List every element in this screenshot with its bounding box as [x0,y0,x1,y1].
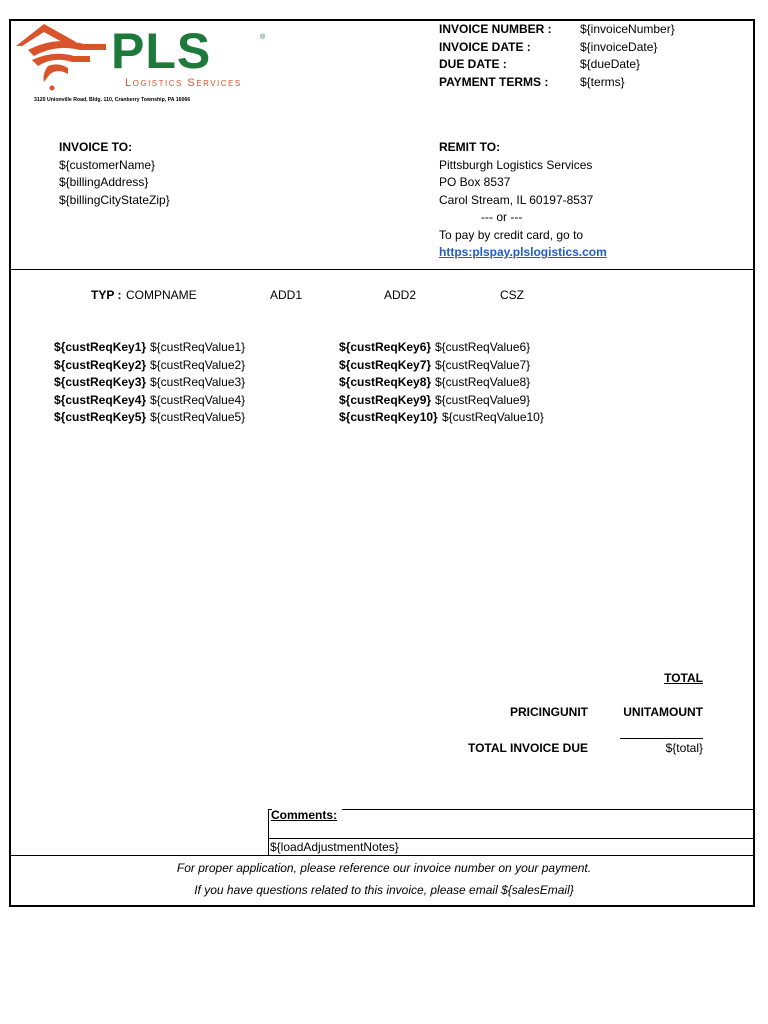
billing-address: ${billingAddress} [59,175,149,189]
payment-terms-value: ${terms} [580,74,625,89]
remit-to-title: REMIT TO: [439,140,501,154]
pricing-unit-label: PRICINGUNIT [510,705,588,719]
custreq-key: ${custReqKey2} [54,357,147,372]
invoice-number-value: ${invoiceNumber} [580,22,675,36]
custreq-value: ${custReqValue7} [435,357,531,372]
custreq-keys-right [339,339,438,427]
add1-field: ADD1 [270,288,303,302]
header-values [580,21,675,91]
company-address: 3120 Unionville Road, Bldg. 110, Cranberry Township, PA 16066 [34,97,191,103]
custreq-key: ${custReqKey7} [339,357,432,372]
custreq-values-left [150,339,245,427]
due-date-value: ${dueDate} [580,57,641,71]
remit-to-block [439,139,607,262]
compname-field: COMPNAME [126,288,197,302]
comments-label: Comments: [271,808,338,822]
due-date-label: DUE DATE : [439,57,507,71]
invoice-date-value: ${invoiceDate} [580,39,658,54]
payment-terms-label: PAYMENT TERMS : [439,74,549,89]
custreq-value: ${custReqValue1} [150,340,246,354]
custreq-values-right [435,339,544,427]
footer-line-1: For proper application, please reference our invoice number on your payment. [176,861,592,875]
invoice-date-label: INVOICE DATE : [439,39,531,54]
remit-po-box: PO Box 8537 [439,175,511,189]
remit-credit-card-text: To pay by credit card, go to [439,227,584,242]
billing-city-state-zip: ${billingCityStateZip} [59,192,170,207]
pls-logo [14,22,268,104]
custreq-value: ${custReqValue3} [150,375,246,389]
invoice-number-label: INVOICE NUMBER : [439,22,552,36]
total-header: TOTAL [664,671,703,685]
footer-line-2: If you have questions related to this invoice, please email ${salesEmail} [194,883,574,897]
pls-brand-text: PLS [111,23,212,79]
csz-field: CSZ [500,288,524,302]
header-labels [439,21,552,91]
footer-separator [9,855,755,856]
comments-left-border [268,809,269,856]
add2-field: ADD2 [384,288,417,302]
remit-city: Carol Stream, IL 60197-8537 [439,192,594,207]
custreq-key: ${custReqKey9} [339,392,432,407]
registered-mark-icon: ® [260,34,266,41]
custreq-key: ${custReqKey1} [54,340,147,354]
custreq-key: ${custReqKey4} [54,392,147,407]
comments-top-rule [342,809,755,810]
custreq-key: ${custReqKey5} [54,410,147,424]
invoice-to-block [59,139,170,209]
header-separator [9,269,755,270]
custreq-keys-left [54,339,146,427]
total-invoice-due-label: TOTAL INVOICE DUE [467,741,588,755]
total-rule [620,738,703,739]
typ-label: TYP : [91,288,122,302]
custreq-value: ${custReqValue4} [150,392,246,407]
custreq-value: ${custReqValue2} [150,357,246,372]
header-divider [268,19,269,20]
load-adjustment-notes: ${loadAdjustmentNotes} [270,840,399,854]
custreq-value: ${custReqValue9} [435,392,531,407]
custreq-key: ${custReqKey8} [339,375,432,389]
custreq-value: ${custReqValue5} [150,410,246,424]
custreq-value: ${custReqValue10} [442,410,544,424]
custreq-value: ${custReqValue8} [435,375,531,389]
total-value: ${total} [665,741,703,755]
customer-name: ${customerName} [59,157,156,172]
unit-amount-label: UNITAMOUNT [623,705,703,719]
custreq-key: ${custReqKey10} [339,410,438,424]
remit-or-separator: --- or --- [481,210,523,224]
pls-subtitle-text: Logistics Services [125,77,242,89]
custreq-value: ${custReqValue6} [435,340,531,354]
invoice-to-title: INVOICE TO: [59,140,133,154]
remit-company: Pittsburgh Logistics Services [439,157,593,172]
custreq-key: ${custReqKey6} [339,340,432,354]
pls-logo-mark-icon [14,22,106,92]
custreq-key: ${custReqKey3} [54,375,147,389]
payment-link[interactable]: https:plspay.plslogistics.com [439,245,607,259]
